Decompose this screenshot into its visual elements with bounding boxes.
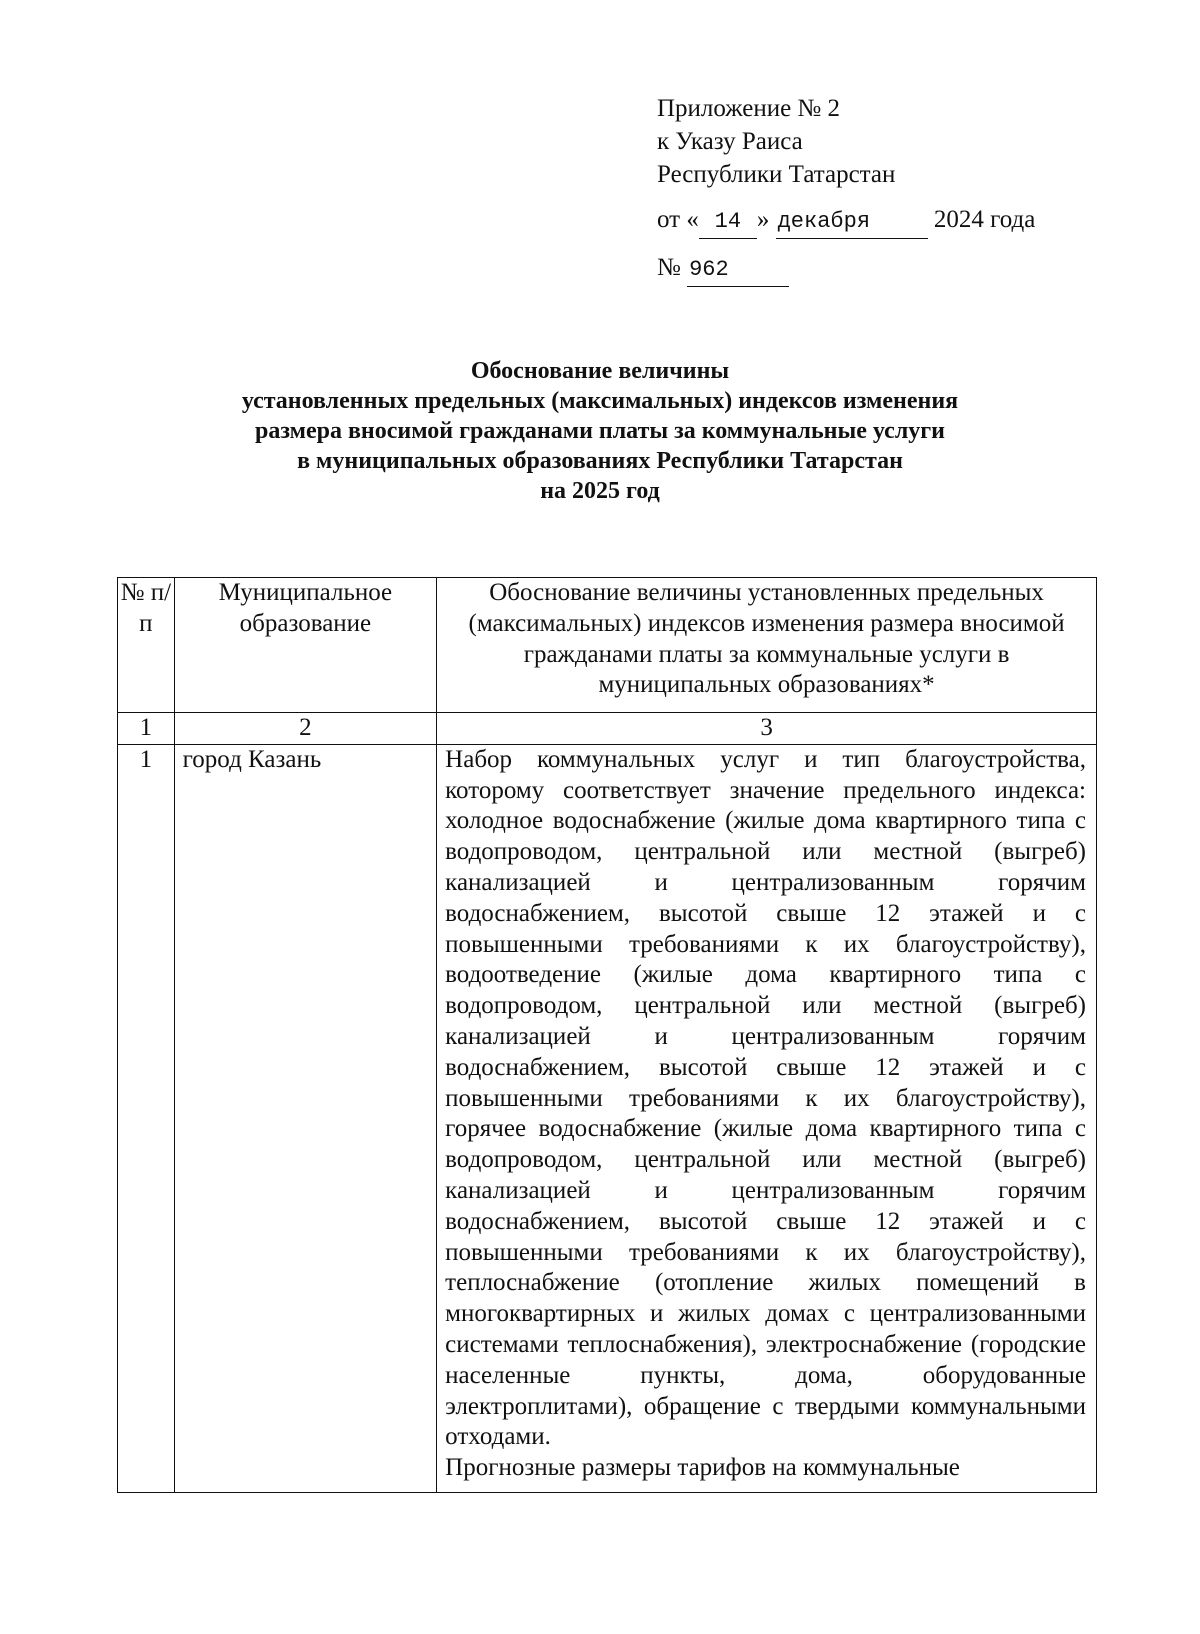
annex-republic: Республики Татарстан — [657, 161, 896, 188]
title-line-5: на 2025 год — [540, 478, 660, 504]
title-line-4: в муниципальных образованиях Республики Татарстан — [297, 448, 903, 474]
column-number-2: 2 — [174, 713, 437, 745]
row-number: 1 — [118, 744, 175, 1492]
row-justification — [437, 744, 1097, 1492]
header-number-text: № п/п — [120, 579, 172, 637]
justification-paragraph-2: Прогнозные размеры тарифов на коммунальные — [445, 1454, 960, 1482]
date-mid: » — [756, 206, 770, 233]
annex-date — [657, 203, 1035, 239]
title-line-2: установленных предельных (максимальных) индексов изменения — [241, 388, 959, 414]
column-number-3: 3 — [437, 713, 1097, 745]
column-numbers-row — [118, 713, 1097, 745]
row-municipality: город Казань — [174, 744, 437, 1492]
date-prefix: от « — [657, 206, 699, 233]
table-row — [118, 744, 1097, 1492]
date-month: декабря — [776, 205, 928, 239]
justification-table — [117, 577, 1097, 1493]
title-line-1: Обоснование величины — [470, 358, 730, 384]
annex-number — [657, 251, 1035, 287]
date-year: 2024 года — [933, 206, 1036, 233]
column-number-1: 1 — [118, 713, 175, 745]
header-municipality-text: Муниципальное образование — [218, 579, 393, 637]
table-header-row — [118, 578, 1097, 713]
number-value: 962 — [687, 253, 789, 287]
header-justification — [437, 578, 1097, 713]
header-number — [118, 578, 175, 713]
header-justification-text: Обоснование величины установленных предельных (максимальных) индексов изменения размера вносимой гражданами платы за коммунальные услуги в муниципальных образованиях* — [468, 579, 1065, 699]
annex-block — [657, 92, 1035, 287]
annex-reference: к Указу Раиса — [657, 128, 803, 155]
document-title — [100, 356, 1100, 506]
justification-paragraph-1: Набор коммунальных услуг и тип благоустройства, которому соответствует значение предельного индекса: холодное водоснабжение (жилые дома квартирного типа с водопроводом, центральной или местной (выгреб) канализацией и централизованным горячим водоснабжением, высотой свыше 12 этажей и с повышенными требованиями к их благоустройству), водоотведение (жилые дома квартирного типа с водопроводом, центральной или местной (выгреб) канализацией и централизованным горячим водоснабжением, высотой свыше 12 этажей и с повышенными требованиями к их благоустройству), горячее водоснабжение (жилые дома квартирного типа с водопроводом, центральной или местной (выгреб) канализацией и централизованным горячим водоснабжением, высотой свыше 12 этажей и с повышенными требованиями к их благоустройству), теплоснабжение (отопление жилых помещений в многоквартирных и жилых домах с централизованными системами теплоснабжения), электроснабжение (городские населенные пункты, дома, оборудованные электроплитами), обращение с твердыми коммунальными отходами. — [445, 745, 1086, 1451]
date-day: 14 — [699, 205, 757, 239]
annex-title: Приложение № 2 — [657, 95, 841, 122]
title-line-3: размера вносимой гражданами платы за коммунальные услуги — [254, 418, 946, 444]
number-prefix: № — [657, 254, 681, 281]
header-municipality — [174, 578, 437, 713]
